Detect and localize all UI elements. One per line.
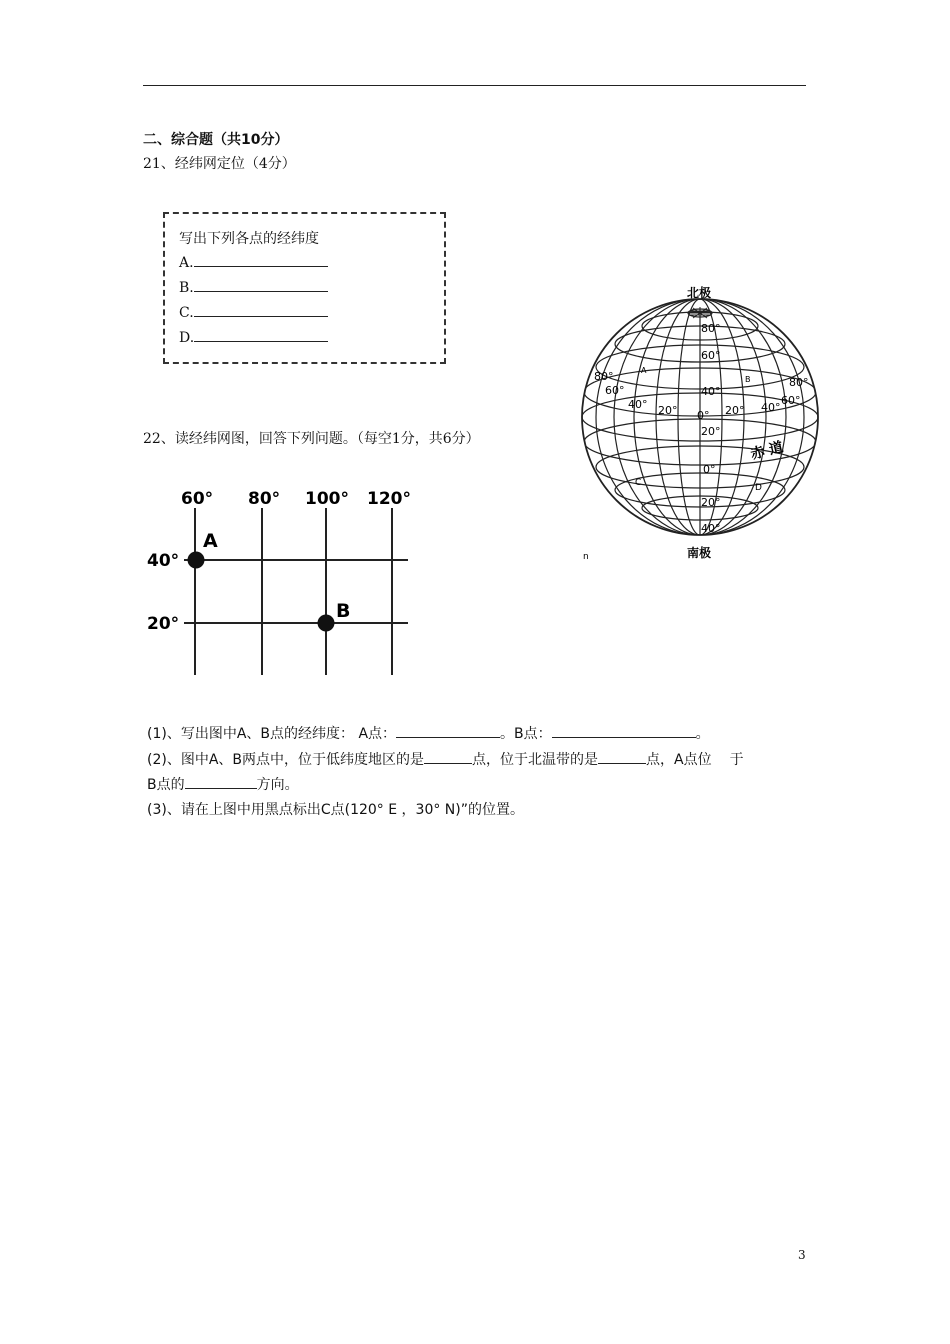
center-lat-60: 60°: [701, 349, 721, 362]
equator-label: 赤 道: [749, 439, 785, 463]
sub-question-2-line-1: (2)、图中A、B两点中，位于低纬度地区的是 点，位于北温带的是 点，A点位 于: [147, 752, 744, 768]
center-lat-0: 0°: [703, 463, 716, 476]
top-80-label: 80°: [701, 322, 721, 335]
left-lon-20: 20°: [658, 404, 678, 417]
section-title: 二、综合题（共10分）: [143, 132, 289, 148]
corner-mark: n: [583, 552, 589, 562]
lon-label-80: 80°: [248, 489, 281, 509]
center-lat-20n: 20°: [701, 425, 721, 438]
globe-point-a: A: [641, 366, 647, 375]
globe-point-b: B: [745, 375, 751, 384]
sub-question-3: (3)、请在上图中用黑点标出C点(120° E ，30° N)”的位置。: [147, 802, 524, 818]
right-lon-20: 20°: [725, 404, 745, 417]
left-lon-60: 60°: [605, 384, 625, 397]
answer-box: [163, 212, 446, 364]
lat-label-40: 40°: [147, 551, 180, 571]
globe-point-c: C: [635, 478, 642, 488]
globe-point-d: D: [755, 483, 762, 493]
right-lon-40: 40°: [761, 401, 781, 414]
point-a-dot: [188, 552, 205, 569]
answer-line-d: D.: [179, 329, 328, 346]
sub-question-1: (1)、写出图中A、B点的经纬度： A点： 。B点： 。: [147, 726, 710, 742]
left-lon-80: 80°: [594, 370, 614, 383]
right-lon-60: 60°: [781, 394, 801, 407]
north-pole-label: 北极: [687, 286, 712, 300]
answer-line-a: A.: [179, 254, 328, 271]
center-lon-0: 0°: [697, 409, 710, 422]
sub-question-2-line-2: B点的 方向。: [147, 777, 299, 793]
header-rule: [143, 85, 806, 86]
point-b-label: B: [336, 600, 351, 622]
center-lat-40s: 40°: [701, 522, 721, 535]
globe-diagram: [575, 282, 830, 567]
lon-label-100: 100°: [305, 489, 349, 509]
page-number: 3: [798, 1248, 806, 1262]
lon-label-60: 60°: [181, 489, 214, 509]
right-lon-80: 80°: [789, 376, 809, 389]
question-21-title: 21、经纬网定位（4分）: [143, 156, 296, 172]
point-a-label: A: [203, 530, 218, 552]
answer-line-c: C.: [179, 304, 328, 321]
center-lat-20s: 20°: [701, 496, 721, 509]
lat-lon-grid-diagram: [140, 480, 420, 680]
question-22-title: 22、读经纬网图，回答下列问题。（每空1分，共6分）: [143, 431, 480, 447]
south-pole-label: 南极: [687, 546, 712, 560]
answer-line-b: B.: [179, 279, 328, 296]
lat-label-20: 20°: [147, 614, 180, 634]
box-heading: 写出下列各点的经纬度: [179, 231, 319, 247]
center-lat-40: 40°: [701, 385, 721, 398]
left-lon-40: 40°: [628, 398, 648, 411]
lon-label-120: 120°: [367, 489, 411, 509]
point-b-dot: [318, 615, 335, 632]
